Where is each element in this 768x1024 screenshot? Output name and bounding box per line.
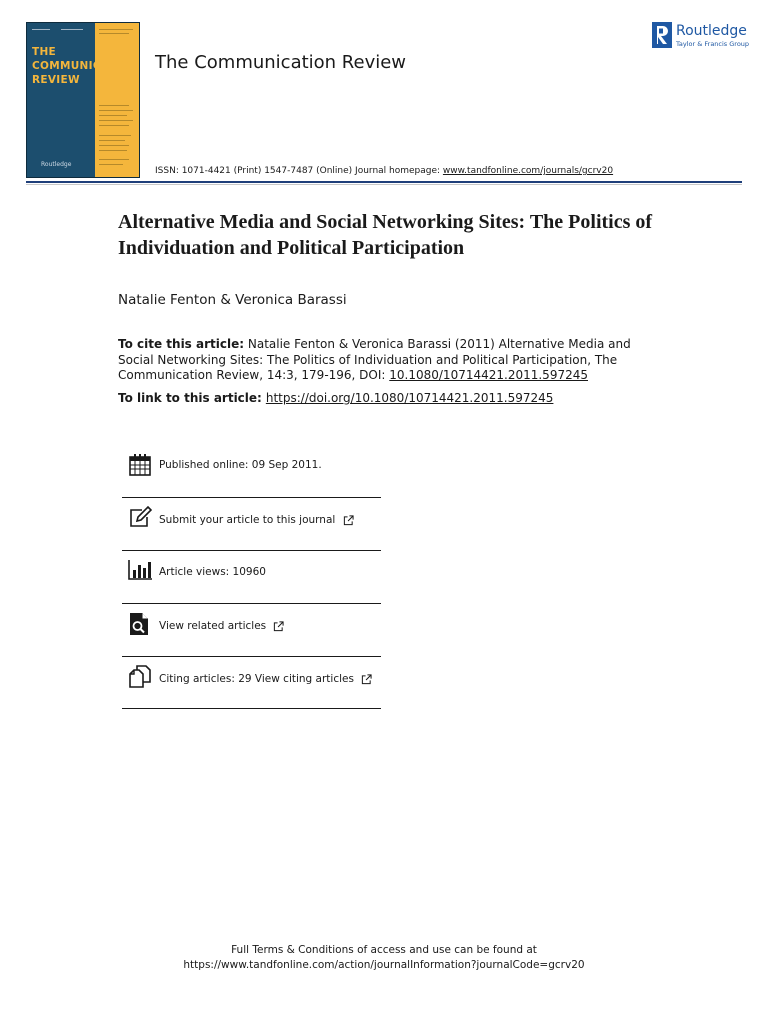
- article-views-count: Article views: 10960: [159, 566, 266, 578]
- routledge-logo[interactable]: [652, 22, 752, 50]
- cover-title-line: THE: [32, 46, 57, 58]
- cover-text-line: [99, 33, 129, 34]
- cover-text-line: [99, 115, 127, 116]
- citation-text: Natalie Fenton & Veronica Barassi (2011) Alternative Media and Social Networking Sites: The Politics of Individuation and Political Participation, The Communication Review, 14:3, 179-196, DOI:: [118, 337, 631, 382]
- journal-name[interactable]: The Communication Review: [155, 52, 407, 73]
- related-articles-link[interactable]: [159, 620, 284, 632]
- info-divider: [122, 497, 381, 498]
- cover-text-line: [99, 164, 123, 165]
- cover-title-line: COMMUNICATION: [32, 60, 139, 72]
- article-link-label: To link to this article:: [118, 391, 262, 405]
- cover-publisher-mark: Routledge: [41, 161, 72, 168]
- citing-documents-icon: [128, 665, 152, 689]
- bar-chart-icon: [128, 558, 152, 582]
- related-articles-label: View related articles: [159, 620, 267, 632]
- issn-line: [155, 166, 613, 176]
- submit-article-label: Submit your article to this journal: [159, 514, 336, 526]
- terms-footer: [0, 943, 768, 973]
- cover-text-line: [99, 135, 131, 136]
- header-divider: [26, 181, 742, 183]
- info-divider: [122, 550, 381, 551]
- routledge-r-icon: [652, 22, 672, 48]
- publisher-tagline: Taylor & Francis Group: [676, 40, 750, 48]
- terms-footer-link[interactable]: https://www.tandfonline.com/action/journalInformation?journalCode=gcrv20: [183, 959, 585, 971]
- external-link-icon: [361, 674, 372, 685]
- citation-block: [118, 337, 658, 384]
- cover-text-line: [99, 140, 125, 141]
- cover-text-line: [61, 29, 83, 30]
- article-doi-link[interactable]: https://doi.org/10.1080/10714421.2011.597245: [265, 391, 554, 405]
- journal-homepage-link[interactable]: www.tandfonline.com/journals/gcrv20: [442, 166, 614, 176]
- published-date: Published online: 09 Sep 2011.: [159, 459, 322, 471]
- article-title: Alternative Media and Social Networking Sites: The Politics of Individuation and Political Participation: [118, 211, 653, 259]
- edit-icon: [128, 506, 152, 530]
- cover-text-line: [99, 105, 129, 106]
- submit-article-link[interactable]: [159, 514, 354, 526]
- cover-text-line: [99, 29, 133, 30]
- cover-text-line: [99, 145, 129, 146]
- cover-text-line: [99, 150, 127, 151]
- issn-text: ISSN: 1071-4421 (Print) 1547-7487 (Online) Journal homepage:: [155, 166, 443, 176]
- journal-cover-image: [26, 22, 140, 178]
- citing-articles-row[interactable]: [122, 665, 381, 691]
- calendar-icon: [128, 453, 152, 477]
- document-search-icon: [128, 612, 152, 636]
- cover-text-line: [99, 120, 133, 121]
- citation-label: To cite this article:: [118, 337, 245, 351]
- external-link-icon: [343, 515, 354, 526]
- publisher-name: Routledge: [676, 23, 747, 39]
- submit-article-row[interactable]: [122, 506, 381, 532]
- citing-articles-link[interactable]: [159, 673, 372, 685]
- cover-text-line: [99, 125, 129, 126]
- cover-title: [32, 45, 138, 87]
- related-articles-row[interactable]: [122, 612, 381, 638]
- external-link-icon: [273, 621, 284, 632]
- citation-doi-link[interactable]: 10.1080/10714421.2011.597245: [389, 368, 588, 382]
- cover-text-line: [99, 159, 129, 160]
- cover-text-line: [32, 29, 50, 30]
- info-divider: [122, 708, 381, 709]
- cover-text-line: [99, 110, 133, 111]
- info-divider: [122, 656, 381, 657]
- article-link-line: [118, 391, 553, 405]
- info-divider: [122, 603, 381, 604]
- cover-title-line: REVIEW: [32, 74, 80, 86]
- article-views-row: [122, 558, 381, 584]
- header-divider-shadow: [26, 184, 742, 185]
- article-authors: Natalie Fenton & Veronica Barassi: [118, 292, 347, 308]
- citing-articles-label: Citing articles: 29 View citing articles: [159, 673, 354, 685]
- terms-footer-text: Full Terms & Conditions of access and use can be found at: [231, 944, 537, 956]
- published-row: [122, 453, 381, 479]
